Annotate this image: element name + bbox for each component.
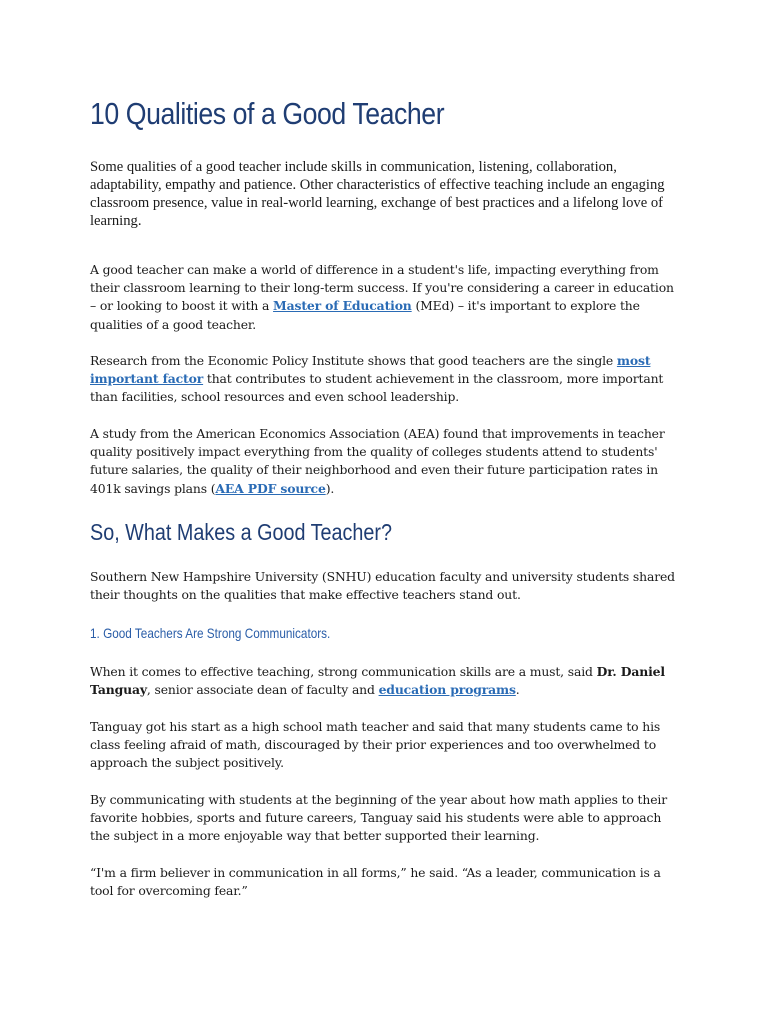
paragraph-research [90,352,678,407]
paragraph-communicating-math: By communicating with students at the beginning of the year about how math applies to their favorite hobbies, sports and future careers, Tanguay said his students were able to approach the subject in a more enjoyable way that better supported their learning. [90,792,667,844]
paragraph-text: ). [325,480,335,496]
paragraph-communication-skills [90,663,678,699]
paragraph-text: A good teacher can make a world of difference in a student's life, impacting everything from their classroom learning to their long-term success. If you're considering a career in education – or looking to boost it with a [90,262,674,314]
paragraph-text: When it comes to effective teaching, strong communication skills are a must, said [90,664,597,679]
quote-paragraph: “I'm a firm believer in communication in all forms,” he said. “As a leader, communication is a tool for overcoming fear.” [90,865,661,899]
paragraph-text: , senior associate dean of faculty and [146,682,379,698]
paragraph-text: Research from the Economic Policy Institute shows that good teachers are the single [90,353,617,368]
paragraph-aea-study [90,425,678,498]
paragraph-tanguay-start: Tanguay got his start as a high school math teacher and said that many students came to his class feeling afraid of math, discouraged by their prior experiences and too overwhelmed to approach the subject positively. [90,719,661,771]
subheading-communicators: 1. Good Teachers Are Strong Communicators. [90,625,331,641]
paragraph-text: that contributes to student achievement in the classroom, more important than facilities, school resources and even school leadership. [90,371,664,405]
paragraph-text: A study from the American Economics Association (AEA) found that improvements in teacher quality positively impact everything from the quality of colleges students attend to students' future salaries, the quality of their neighborhood and even their future participation rates in 401k savings plans ( [90,426,665,496]
paragraph-career [90,261,678,334]
master-of-education-link[interactable]: Master of Education [273,298,412,314]
most-important-factor-link[interactable]: most important factor [90,353,651,387]
section-heading: So, What Makes a Good Teacher? [90,519,392,545]
paragraph-text: (MEd) – it's important to explore the qualities of a good teacher. [90,298,640,332]
education-programs-link[interactable]: education programs [378,682,516,698]
person-name: Dr. Daniel Tanguay [90,664,665,698]
paragraph-text: . [515,682,520,698]
paragraph-snhu: Southern New Hampshire University (SNHU) education faculty and university students shared their thoughts on the qualities that make effective teachers stand out. [90,569,675,603]
aea-pdf-source-link[interactable]: AEA PDF source [215,480,326,496]
page-title: 10 Qualities of a Good Teacher [90,96,445,131]
intro-paragraph: Some qualities of a good teacher include skills in communication, listening, collaboration, adaptability, empathy and patience. Other characteristics of effective teaching include an engaging classroom presence, value in real-world learning, exchange of best practices and a lifelong love of learning. [90,159,665,229]
